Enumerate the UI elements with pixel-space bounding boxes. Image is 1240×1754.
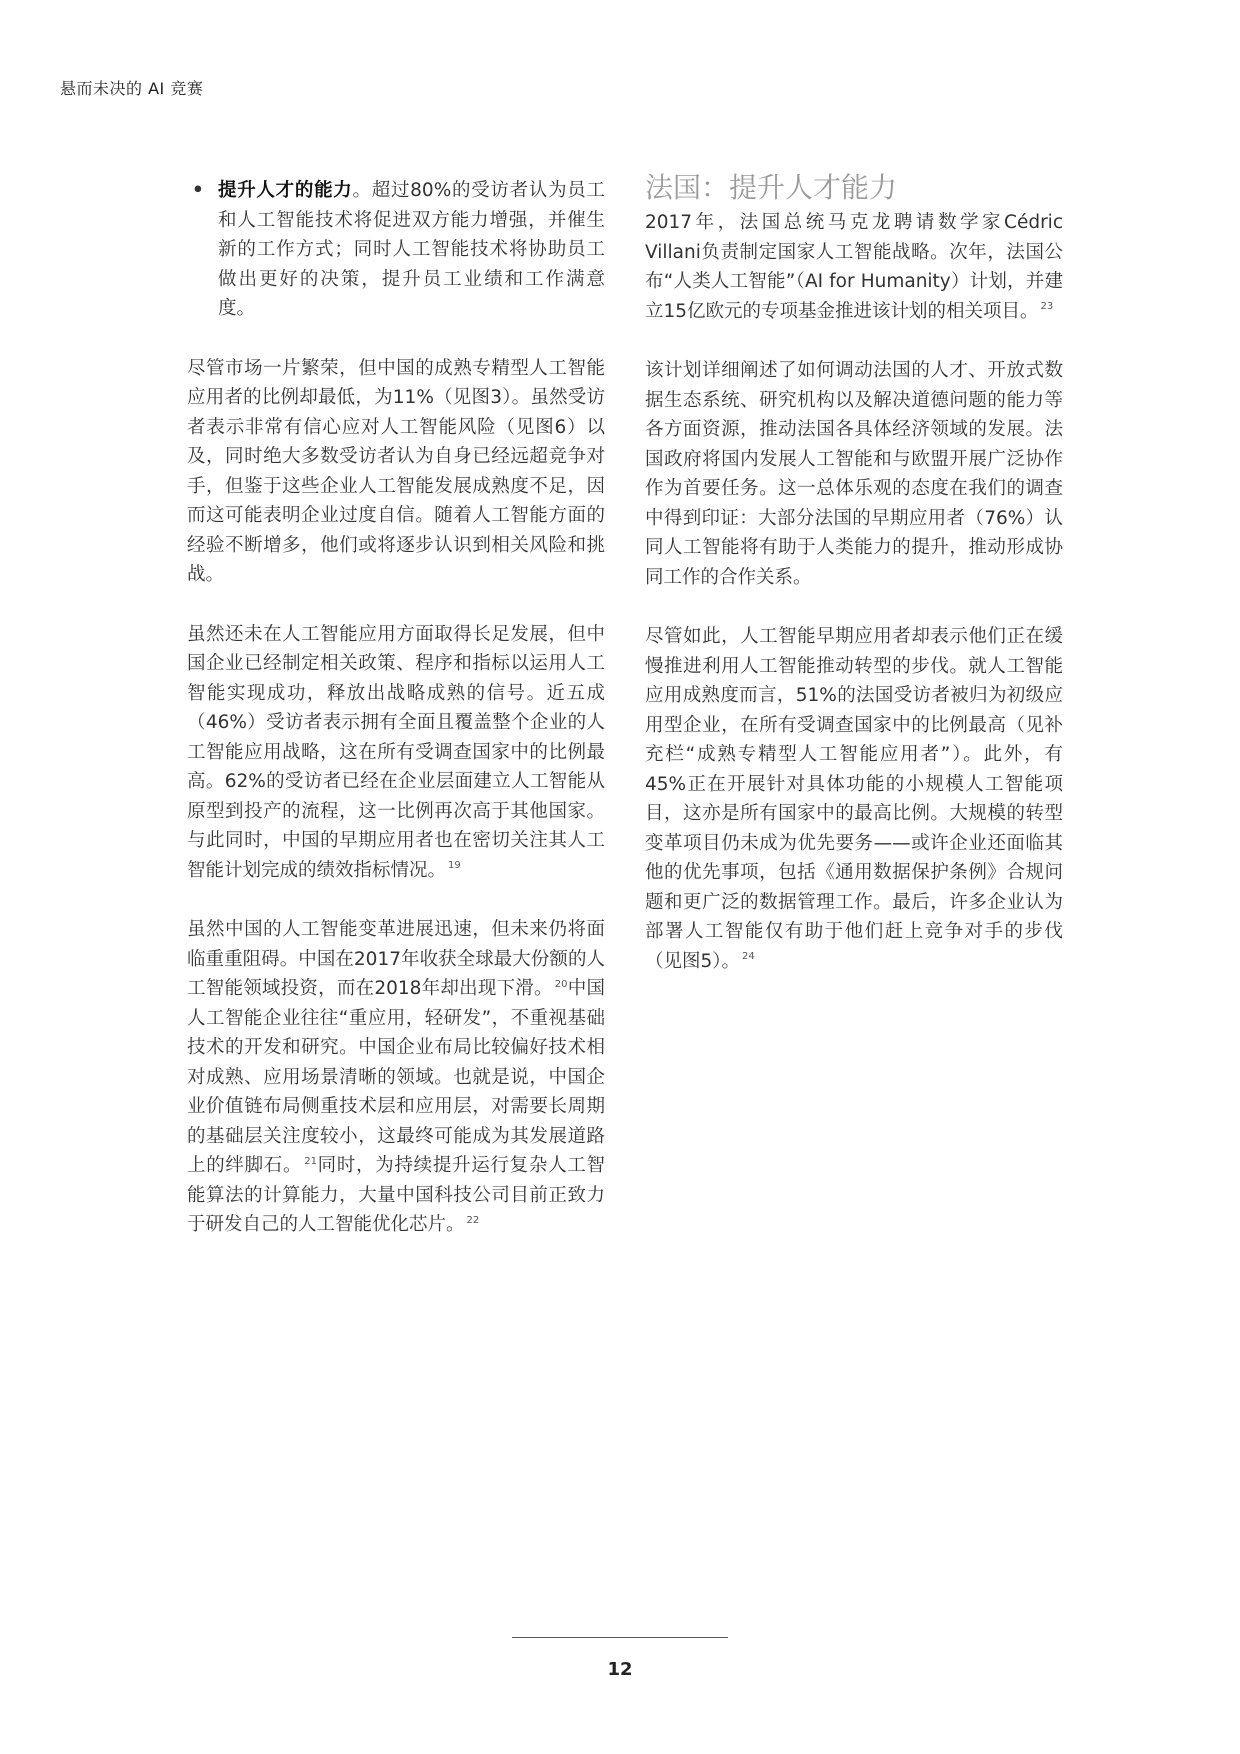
footer-divider	[512, 1637, 728, 1638]
paragraph-obstacles	[187, 915, 605, 1240]
paragraph-text: 尽管市场一片繁荣，但中国的成熟专精型人工智能应用者的比例却最低，为11%（见图3）。虽然受访者表示非常有信心应对人工智能风险（见图6）以及，同时绝大多数受访者认为自身已经远超竞争对手，但鉴于这些企业人工智能发展成熟度不足，因而这可能表明企业过度自信。随着人工智能方面的经验不断增多，他们或将逐步认识到相关风险和挑战。	[187, 357, 605, 585]
paragraph-france-strategy	[645, 208, 1063, 326]
paragraph-strategy	[187, 620, 605, 886]
right-column	[645, 170, 1063, 1006]
paragraph-text: 虽然还未在人工智能应用方面取得长足发展，但中国企业已经制定相关政策、程序和指标以运用人工智能实现成功，释放出战略成熟的信号。近五成（46%）受访者表示拥有全面且覆盖整个企业的人工智能应用战略，这在所有受调查国家中的比例最高。62%的受访者已经在企业层面建立人工智能从原型到投产的流程，这一比例再次高于其他国家。与此同时，中国的早期应用者也在密切关注其人工智能计划完成的绩效指标情况。	[187, 623, 605, 881]
bullet-item-talent	[187, 176, 605, 324]
footnote-ref: 21	[304, 1155, 317, 1167]
footnote-ref: 20	[554, 978, 568, 990]
paragraph-france-progress	[645, 622, 1063, 976]
paragraph-france-plan	[645, 356, 1063, 592]
paragraph-text: 同时，为持续提升运行复杂人工智能算法的计算能力，大量中国科技公司目前正致力于研发自己的人工智能优化芯片。	[187, 1155, 605, 1235]
bullet-bold-lead: 提升人才的能力	[218, 180, 353, 201]
footnote-ref: 24	[742, 951, 755, 963]
footnote-ref: 22	[466, 1214, 480, 1226]
paragraph-maturity	[187, 354, 605, 590]
left-column	[187, 176, 605, 1270]
paragraph-text: 尽管如此，人工智能早期应用者却表示他们正在缓慢推进利用人工智能推动转型的步伐。就人工智能应用成熟度而言，51%的法国受访者被归为初级应用型企业，在所有受调查国家中的比例最高（见补充栏“成熟专精型人工智能应用者”）。此外，有45%正在开展针对具体功能的小规模人工智能项目，这亦是所有国家中的最高比例。大规模的转型变革项目仍未成为优先要务——或许企业还面临其他的优先事项，包括《通用数据保护条例》合规问题和更广泛的数据管理工作。最后，许多企业认为部署人工智能仅有助于他们赶上竞争对手的步伐（见图5）。	[645, 626, 1063, 972]
running-header: 悬而未决的 AI 竞赛	[60, 79, 204, 98]
footnote-ref: 23	[1040, 301, 1054, 313]
bullet-marker: •	[192, 180, 204, 201]
paragraph-text: 2017年，法国总统马克龙聘请数学家Cédric Villani负责制定国家人工智能战略。次年，法国公布“人类人工智能”（AI for Humanity）计划，并建立15亿欧元的专项基金推进该计划的相关项目。	[645, 212, 1063, 322]
paragraph-text: 虽然中国的人工智能变革进展迅速，但未来仍将面临重重阻碍。中国在2017年收获全球最大份额的人工智能领域投资，而在2018年却出现下滑。	[187, 919, 605, 999]
bullet-text: 。超过80%的受访者认为员工和人工智能技术将促进双方能力增强，并催生新的工作方式；同时人工智能技术将协助员工做出更好的决策，提升员工业绩和工作满意度。	[218, 180, 605, 319]
section-title-france: 法国：提升人才能力	[645, 171, 898, 204]
paragraph-text: 该计划详细阐述了如何调动法国的人才、开放式数据生态系统、研究机构以及解决道德问题的能力等各方面资源，推动法国各具体经济领域的发展。法国政府将国内发展人工智能和与欧盟开展广泛协作作为首要任务。这一总体乐观的态度在我们的调查中得到印证：大部分法国的早期应用者（76%）认同人工智能将有助于人类能力的提升，推动形成协同工作的合作关系。	[645, 360, 1063, 588]
paragraph-text: 中国人工智能企业往往“重应用，轻研发”，不重视基础技术的开发和研究。中国企业布局比较偏好技术相对成熟、应用场景清晰的领域。也就是说，中国企业价值链布局侧重技术层和应用层，对需要长周期的基础层关注度较小，这最终可能成为其发展道路上的绊脚石。	[187, 978, 605, 1176]
footnote-ref: 19	[448, 860, 461, 872]
page-number: 12	[607, 1659, 633, 1680]
